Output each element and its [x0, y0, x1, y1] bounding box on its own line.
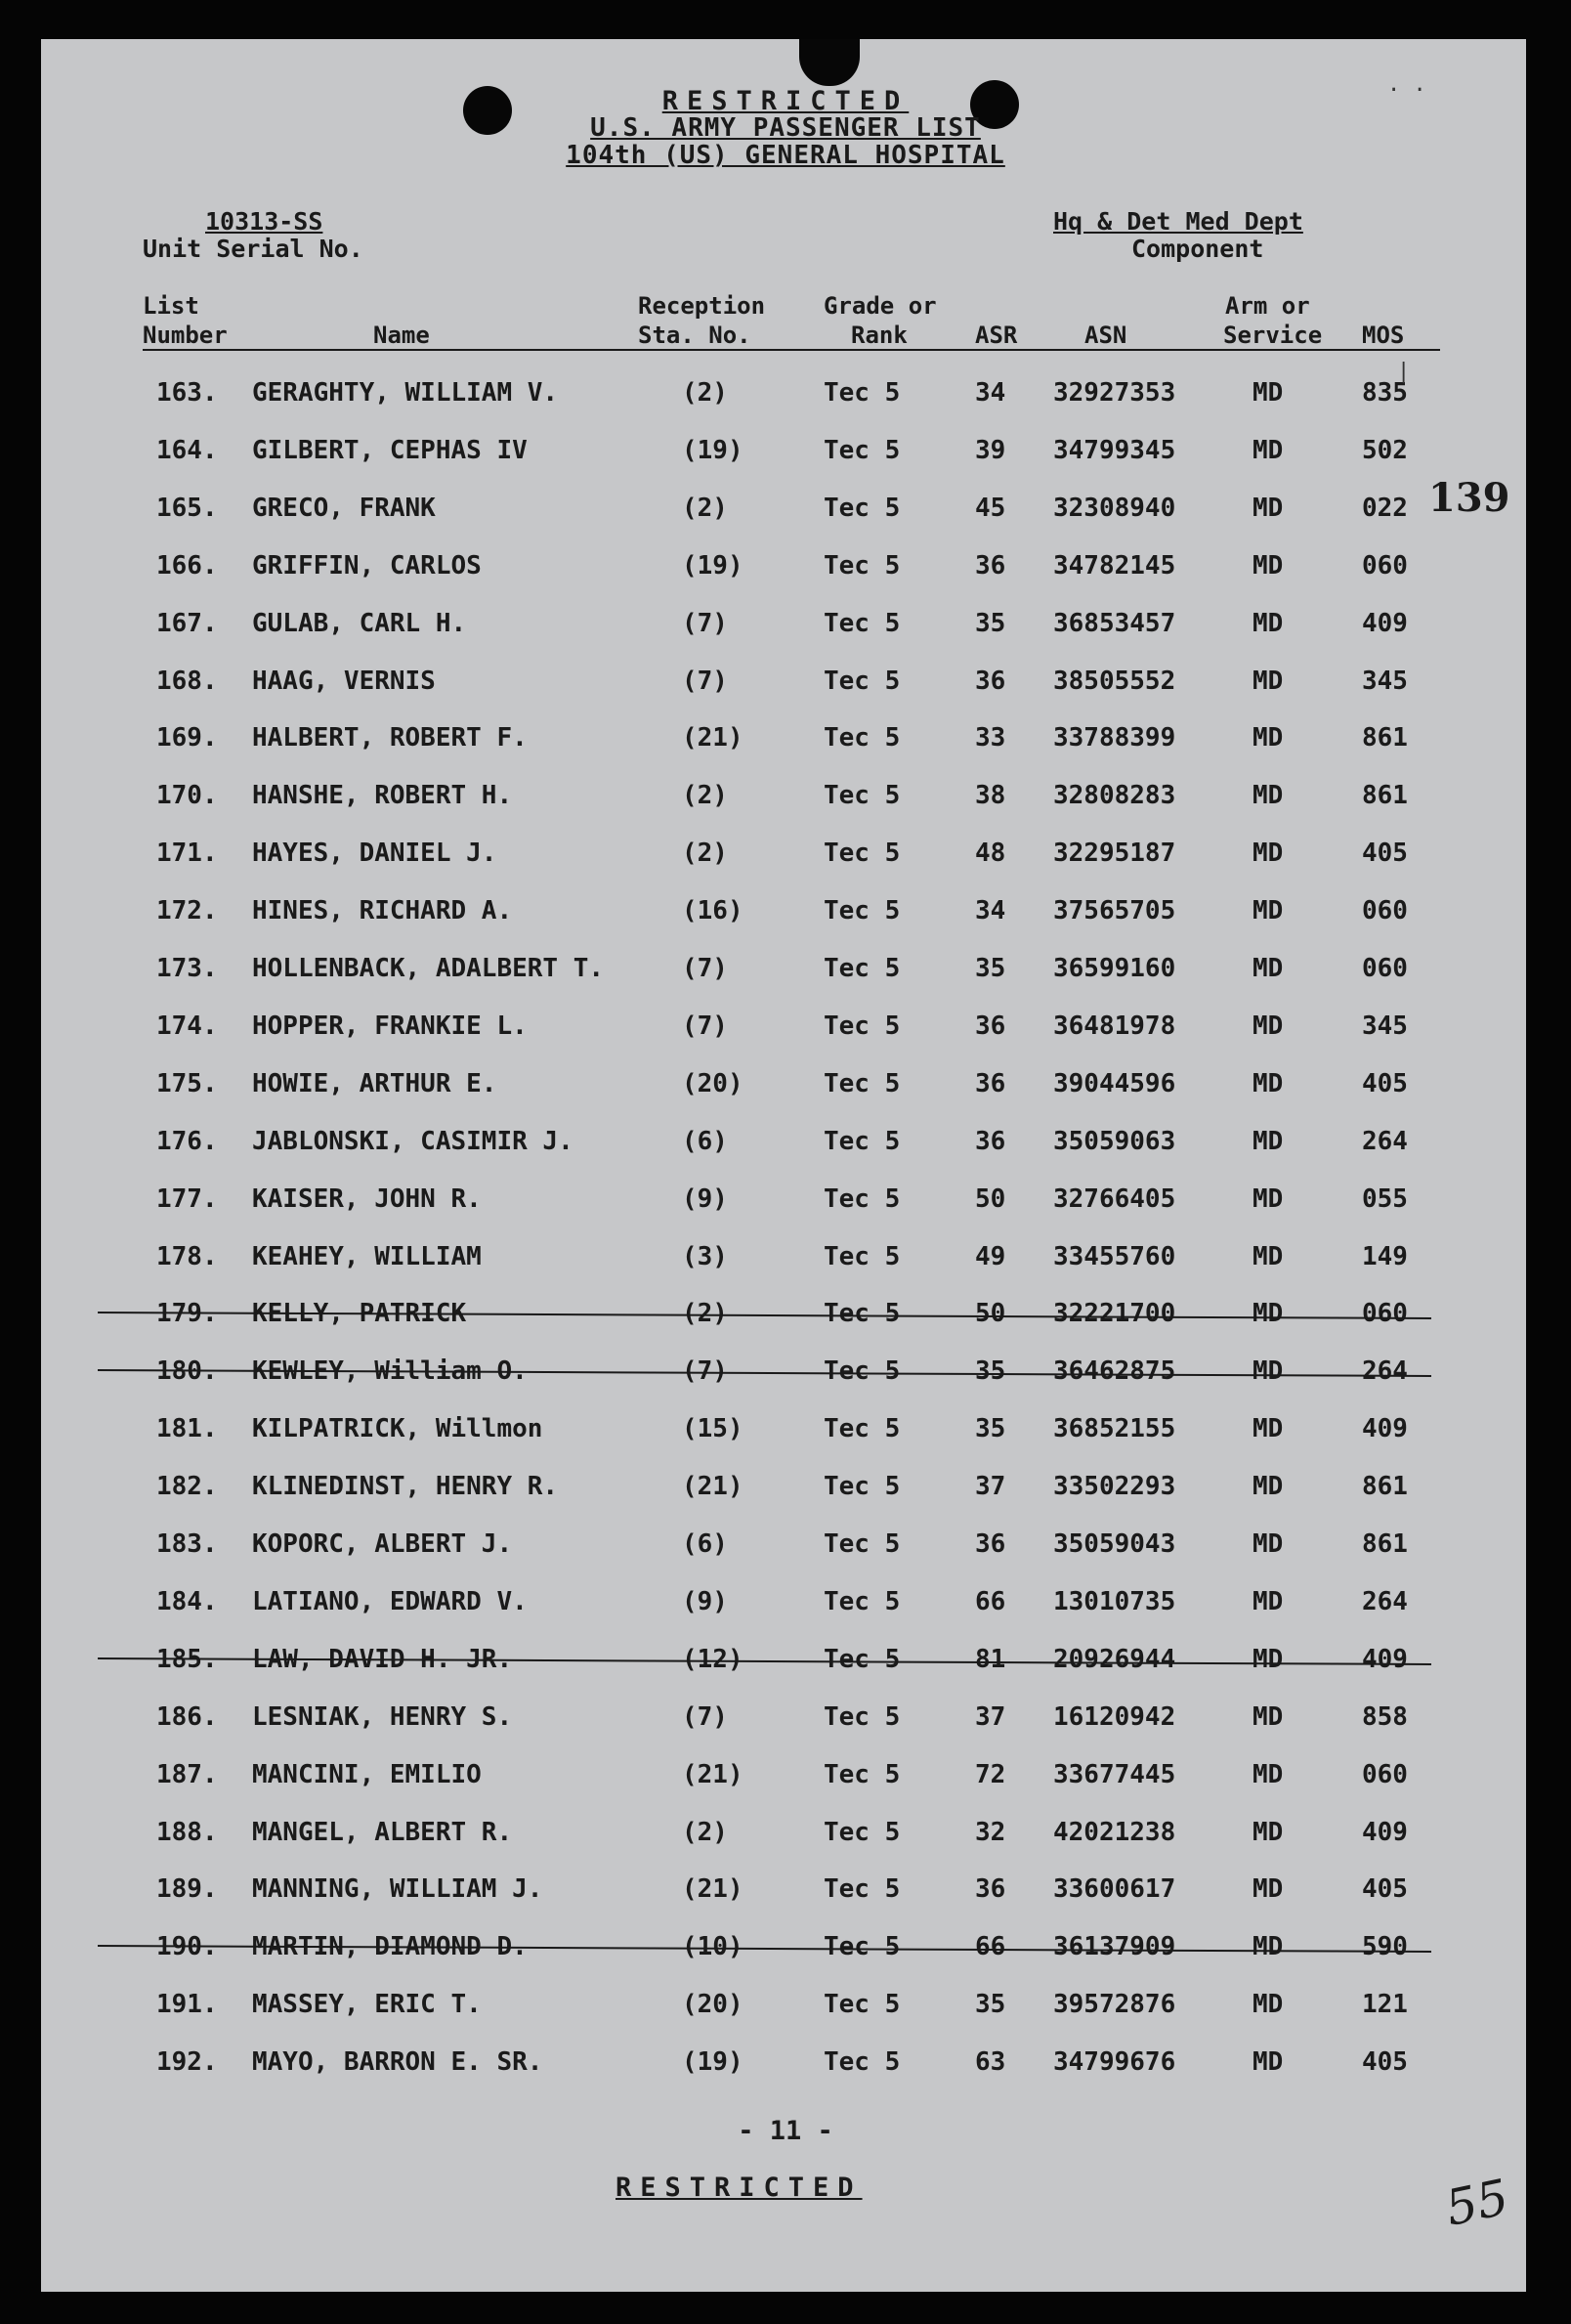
- cell-asr: 35: [975, 1990, 1006, 2019]
- table-row: [0, 781, 1571, 820]
- restricted-heading: RESTRICTED: [661, 86, 910, 116]
- cell-grade: Tec 5: [824, 1760, 901, 1789]
- cell-arm: MD: [1253, 1127, 1284, 1156]
- table-row: [0, 609, 1571, 648]
- cell-mos: 861: [1362, 1529, 1408, 1559]
- cell-arm: MD: [1253, 723, 1284, 753]
- cell-mos: 055: [1362, 1184, 1408, 1214]
- cell-rec: (2): [682, 494, 728, 523]
- cell-rec: (7): [682, 1011, 728, 1041]
- cell-grade: Tec 5: [824, 1645, 901, 1674]
- cell-asr: 34: [975, 378, 1006, 408]
- cell-mos: 264: [1362, 1356, 1408, 1386]
- cell-mos: 264: [1362, 1587, 1408, 1616]
- cell-mos: 409: [1362, 1414, 1408, 1443]
- cell-name: HAYES, DANIEL J.: [252, 839, 497, 868]
- cell-asr: 36: [975, 1011, 1006, 1041]
- cell-arm: MD: [1253, 378, 1284, 408]
- cell-arm: MD: [1253, 1414, 1284, 1443]
- cell-name: MASSEY, ERIC T.: [252, 1990, 482, 2019]
- header-arm-service: Arm or Service: [1223, 292, 1323, 349]
- cell-asn: 34782145: [1053, 551, 1176, 581]
- cell-mos: 861: [1362, 781, 1408, 810]
- cell-name: KLINEDINST, HENRY R.: [252, 1472, 559, 1501]
- cell-arm: MD: [1253, 1011, 1284, 1041]
- table-row: [0, 896, 1571, 935]
- cell-arm: MD: [1253, 1529, 1284, 1559]
- cell-num: 167.: [156, 609, 218, 638]
- cell-mos: 149: [1362, 1242, 1408, 1271]
- cell-grade: Tec 5: [824, 723, 901, 753]
- cell-num: 166.: [156, 551, 218, 581]
- header-rule: [143, 349, 1440, 351]
- table-row: [0, 954, 1571, 993]
- stray-mark: |: [1397, 360, 1411, 384]
- cell-asr: 45: [975, 494, 1006, 523]
- cell-grade: Tec 5: [824, 1818, 901, 1847]
- cell-grade: Tec 5: [824, 954, 901, 983]
- cell-num: 173.: [156, 954, 218, 983]
- cell-rec: (2): [682, 781, 728, 810]
- cell-num: 168.: [156, 667, 218, 696]
- cell-num: 184.: [156, 1587, 218, 1616]
- cell-rec: (21): [682, 1472, 743, 1501]
- table-row: [0, 1818, 1571, 1857]
- table-row: [0, 1529, 1571, 1569]
- cell-name: MANGEL, ALBERT R.: [252, 1818, 513, 1847]
- header-list-number: List Number: [143, 292, 228, 349]
- cell-name: KEAHEY, WILLIAM: [252, 1242, 482, 1271]
- cell-grade: Tec 5: [824, 609, 901, 638]
- cell-asr: 34: [975, 896, 1006, 925]
- stray-mark: · ·: [1387, 78, 1426, 103]
- cell-num: 176.: [156, 1127, 218, 1156]
- cell-asr: 49: [975, 1242, 1006, 1271]
- cell-mos: 405: [1362, 1874, 1408, 1904]
- cell-asr: 66: [975, 1587, 1006, 1616]
- cell-asn: 35059063: [1053, 1127, 1176, 1156]
- table-row: [0, 2047, 1571, 2087]
- cell-num: 188.: [156, 1818, 218, 1847]
- table-row: [0, 1587, 1571, 1626]
- cell-grade: Tec 5: [824, 839, 901, 868]
- cell-asr: 36: [975, 667, 1006, 696]
- cell-asr: 37: [975, 1472, 1006, 1501]
- cell-grade: Tec 5: [824, 1990, 901, 2019]
- cell-rec: (19): [682, 551, 743, 581]
- cell-asn: 36853457: [1053, 609, 1176, 638]
- cell-mos: 022: [1362, 494, 1408, 523]
- cell-asr: 81: [975, 1645, 1006, 1674]
- cell-asn: 35059043: [1053, 1529, 1176, 1559]
- cell-asn: 36599160: [1053, 954, 1176, 983]
- cell-name: KILPATRICK, Willmon: [252, 1414, 543, 1443]
- cell-asn: 32221700: [1053, 1299, 1176, 1328]
- header-asn: ASN: [1084, 322, 1127, 349]
- cell-asr: 35: [975, 1356, 1006, 1386]
- cell-rec: (6): [682, 1127, 728, 1156]
- cell-name: LAW, DAVID H. JR.: [252, 1645, 513, 1674]
- cell-name: HOPPER, FRANKIE L.: [252, 1011, 528, 1041]
- page-number: - 11 -: [738, 2116, 833, 2146]
- cell-num: 170.: [156, 781, 218, 810]
- table-row: [0, 667, 1571, 706]
- cell-num: 179.: [156, 1299, 218, 1328]
- cell-num: 165.: [156, 494, 218, 523]
- cell-num: 169.: [156, 723, 218, 753]
- cell-arm: MD: [1253, 551, 1284, 581]
- cell-arm: MD: [1253, 1587, 1284, 1616]
- cell-name: GULAB, CARL H.: [252, 609, 467, 638]
- cell-rec: (2): [682, 839, 728, 868]
- cell-rec: (20): [682, 1990, 743, 2019]
- cell-arm: MD: [1253, 1760, 1284, 1789]
- cell-name: KEWLEY, William O.: [252, 1356, 528, 1386]
- table-row: [0, 1874, 1571, 1914]
- cell-num: 185.: [156, 1645, 218, 1674]
- cell-asr: 35: [975, 1414, 1006, 1443]
- cell-name: GILBERT, CEPHAS IV: [252, 436, 528, 465]
- cell-asn: 37565705: [1053, 896, 1176, 925]
- cell-grade: Tec 5: [824, 1011, 901, 1041]
- cell-grade: Tec 5: [824, 1874, 901, 1904]
- table-row: [0, 1932, 1571, 1971]
- header-asr: ASR: [975, 322, 1018, 349]
- cell-name: LESNIAK, HENRY S.: [252, 1702, 513, 1732]
- cell-asn: 36481978: [1053, 1011, 1176, 1041]
- cell-name: LATIANO, EDWARD V.: [252, 1587, 528, 1616]
- unit-serial-value: 10313-SS: [205, 207, 323, 236]
- cell-num: 178.: [156, 1242, 218, 1271]
- table-row: [0, 1299, 1571, 1338]
- cell-num: 186.: [156, 1702, 218, 1732]
- cell-mos: 835: [1362, 378, 1408, 408]
- cell-mos: 345: [1362, 667, 1408, 696]
- cell-arm: MD: [1253, 839, 1284, 868]
- cell-rec: (19): [682, 436, 743, 465]
- cell-rec: (12): [682, 1645, 743, 1674]
- cell-rec: (15): [682, 1414, 743, 1443]
- cell-mos: 121: [1362, 1990, 1408, 2019]
- cell-rec: (2): [682, 378, 728, 408]
- cell-arm: MD: [1253, 954, 1284, 983]
- cell-name: MAYO, BARRON E. SR.: [252, 2047, 543, 2077]
- cell-grade: Tec 5: [824, 551, 901, 581]
- restricted-footer: RESTRICTED: [616, 2173, 863, 2203]
- table-row: [0, 551, 1571, 590]
- cell-rec: (9): [682, 1184, 728, 1214]
- cell-mos: 060: [1362, 954, 1408, 983]
- cell-asr: 66: [975, 1932, 1006, 1961]
- cell-arm: MD: [1253, 1645, 1284, 1674]
- cell-asn: 32308940: [1053, 494, 1176, 523]
- cell-mos: 405: [1362, 839, 1408, 868]
- cell-asn: 36462875: [1053, 1356, 1176, 1386]
- cell-arm: MD: [1253, 1299, 1284, 1328]
- cell-grade: Tec 5: [824, 1702, 901, 1732]
- cell-name: KAISER, JOHN R.: [252, 1184, 482, 1214]
- cell-num: 190.: [156, 1932, 218, 1961]
- cell-arm: MD: [1253, 1356, 1284, 1386]
- cell-asr: 35: [975, 609, 1006, 638]
- table-row: [0, 1990, 1571, 2029]
- cell-mos: 502: [1362, 436, 1408, 465]
- cell-num: 189.: [156, 1874, 218, 1904]
- cell-grade: Tec 5: [824, 1069, 901, 1098]
- cell-name: GRIFFIN, CARLOS: [252, 551, 482, 581]
- cell-rec: (7): [682, 667, 728, 696]
- cell-grade: Tec 5: [824, 1529, 901, 1559]
- cell-rec: (6): [682, 1529, 728, 1559]
- cell-asn: 33502293: [1053, 1472, 1176, 1501]
- cell-grade: Tec 5: [824, 436, 901, 465]
- cell-arm: MD: [1253, 1818, 1284, 1847]
- cell-arm: MD: [1253, 1932, 1284, 1961]
- header-name: Name: [373, 322, 430, 349]
- cell-mos: 264: [1362, 1127, 1408, 1156]
- cell-mos: 409: [1362, 609, 1408, 638]
- cell-mos: 060: [1362, 896, 1408, 925]
- table-row: [0, 1645, 1571, 1684]
- cell-mos: 405: [1362, 1069, 1408, 1098]
- cell-asn: 32766405: [1053, 1184, 1176, 1214]
- cell-rec: (7): [682, 1356, 728, 1386]
- cell-arm: MD: [1253, 1069, 1284, 1098]
- table-row: [0, 1702, 1571, 1742]
- table-row: [0, 1184, 1571, 1224]
- cell-mos: 861: [1362, 1472, 1408, 1501]
- cell-name: KELLY, PATRICK: [252, 1299, 467, 1328]
- cell-asn: 20926944: [1053, 1645, 1176, 1674]
- table-row: [0, 1069, 1571, 1108]
- cell-num: 181.: [156, 1414, 218, 1443]
- cell-arm: MD: [1253, 1702, 1284, 1732]
- cell-asn: 39572876: [1053, 1990, 1176, 2019]
- cell-asr: 38: [975, 781, 1006, 810]
- cell-num: 191.: [156, 1990, 218, 2019]
- handwritten-number: 55: [1440, 2169, 1513, 2237]
- cell-rec: (19): [682, 2047, 743, 2077]
- cell-mos: 858: [1362, 1702, 1408, 1732]
- cell-rec: (9): [682, 1587, 728, 1616]
- cell-num: 163.: [156, 378, 218, 408]
- cell-grade: Tec 5: [824, 2047, 901, 2077]
- cell-name: MANCINI, EMILIO: [252, 1760, 482, 1789]
- cell-rec: (16): [682, 896, 743, 925]
- cell-mos: 405: [1362, 2047, 1408, 2077]
- cell-rec: (7): [682, 609, 728, 638]
- cell-asn: 34799676: [1053, 2047, 1176, 2077]
- cell-name: MARTIN, DIAMOND D.: [252, 1932, 528, 1961]
- cell-asr: 37: [975, 1702, 1006, 1732]
- cell-num: 175.: [156, 1069, 218, 1098]
- cell-num: 180.: [156, 1356, 218, 1386]
- cell-asn: 33788399: [1053, 723, 1176, 753]
- cell-asn: 33677445: [1053, 1760, 1176, 1789]
- table-row: [0, 1760, 1571, 1799]
- cell-name: HINES, RICHARD A.: [252, 896, 513, 925]
- cell-asr: 35: [975, 954, 1006, 983]
- cell-grade: Tec 5: [824, 1932, 901, 1961]
- cell-rec: (21): [682, 1874, 743, 1904]
- cell-arm: MD: [1253, 2047, 1284, 2077]
- table-row: [0, 839, 1571, 878]
- table-row: [0, 494, 1571, 533]
- cell-num: 164.: [156, 436, 218, 465]
- cell-rec: (10): [682, 1932, 743, 1961]
- cell-asr: 32: [975, 1818, 1006, 1847]
- cell-mos: 409: [1362, 1645, 1408, 1674]
- cell-arm: MD: [1253, 1874, 1284, 1904]
- component-value: Hq & Det Med Dept: [1053, 207, 1303, 236]
- cell-asr: 36: [975, 1874, 1006, 1904]
- cell-asn: 39044596: [1053, 1069, 1176, 1098]
- cell-asn: 36137909: [1053, 1932, 1176, 1961]
- cell-name: HANSHE, ROBERT H.: [252, 781, 513, 810]
- list-title: U.S. ARMY PASSENGER LIST: [590, 113, 981, 143]
- cell-grade: Tec 5: [824, 494, 901, 523]
- cell-asn: 34799345: [1053, 436, 1176, 465]
- cell-arm: MD: [1253, 781, 1284, 810]
- side-page-number: 139: [1428, 475, 1510, 521]
- cell-arm: MD: [1253, 667, 1284, 696]
- cell-grade: Tec 5: [824, 1414, 901, 1443]
- cell-num: 182.: [156, 1472, 218, 1501]
- cell-num: 183.: [156, 1529, 218, 1559]
- cell-rec: (7): [682, 954, 728, 983]
- cell-rec: (20): [682, 1069, 743, 1098]
- cell-grade: Tec 5: [824, 1242, 901, 1271]
- cell-arm: MD: [1253, 1242, 1284, 1271]
- cell-grade: Tec 5: [824, 1472, 901, 1501]
- table-row: [0, 1242, 1571, 1281]
- cell-mos: 060: [1362, 551, 1408, 581]
- cell-asr: 36: [975, 1127, 1006, 1156]
- cell-name: KOPORC, ALBERT J.: [252, 1529, 513, 1559]
- cell-asr: 72: [975, 1760, 1006, 1789]
- cell-rec: (3): [682, 1242, 728, 1271]
- cell-grade: Tec 5: [824, 1127, 901, 1156]
- table-row: [0, 1011, 1571, 1051]
- header-mos: MOS: [1362, 322, 1405, 349]
- cell-asr: 36: [975, 551, 1006, 581]
- cell-grade: Tec 5: [824, 1299, 901, 1328]
- cell-rec: (7): [682, 1702, 728, 1732]
- cell-arm: MD: [1253, 494, 1284, 523]
- cell-name: HAAG, VERNIS: [252, 667, 436, 696]
- cell-mos: 060: [1362, 1760, 1408, 1789]
- table-row: [0, 723, 1571, 762]
- cell-asn: 42021238: [1053, 1818, 1176, 1847]
- component-label: Component: [1131, 235, 1264, 263]
- cell-mos: 409: [1362, 1818, 1408, 1847]
- cell-asn: 32927353: [1053, 378, 1176, 408]
- cell-asr: 50: [975, 1184, 1006, 1214]
- cell-asr: 36: [975, 1069, 1006, 1098]
- cell-num: 187.: [156, 1760, 218, 1789]
- cell-rec: (21): [682, 723, 743, 753]
- cell-name: HOWIE, ARTHUR E.: [252, 1069, 497, 1098]
- cell-asr: 48: [975, 839, 1006, 868]
- cell-grade: Tec 5: [824, 1356, 901, 1386]
- cell-asn: 13010735: [1053, 1587, 1176, 1616]
- table-row: [0, 1472, 1571, 1511]
- cell-arm: MD: [1253, 1990, 1284, 2019]
- cell-num: 177.: [156, 1184, 218, 1214]
- unit-name: 104th (US) GENERAL HOSPITAL: [566, 141, 1005, 170]
- cell-asn: 36852155: [1053, 1414, 1176, 1443]
- cell-num: 174.: [156, 1011, 218, 1041]
- cell-num: 192.: [156, 2047, 218, 2077]
- cell-num: 171.: [156, 839, 218, 868]
- cell-asr: 33: [975, 723, 1006, 753]
- cell-asn: 16120942: [1053, 1702, 1176, 1732]
- cell-grade: Tec 5: [824, 896, 901, 925]
- cell-asn: 32808283: [1053, 781, 1176, 810]
- header-grade: Grade or Rank: [824, 292, 937, 349]
- cell-asn: 38505552: [1053, 667, 1176, 696]
- unit-serial-label: Unit Serial No.: [143, 235, 363, 263]
- cell-grade: Tec 5: [824, 781, 901, 810]
- cell-grade: Tec 5: [824, 667, 901, 696]
- cell-asn: 33455760: [1053, 1242, 1176, 1271]
- cell-asn: 32295187: [1053, 839, 1176, 868]
- cell-name: HOLLENBACK, ADALBERT T.: [252, 954, 605, 983]
- cell-name: JABLONSKI, CASIMIR J.: [252, 1127, 573, 1156]
- cell-rec: (2): [682, 1299, 728, 1328]
- table-row: [0, 1127, 1571, 1166]
- cell-name: HALBERT, ROBERT F.: [252, 723, 528, 753]
- cell-asr: 39: [975, 436, 1006, 465]
- cell-arm: MD: [1253, 1472, 1284, 1501]
- table-row: [0, 1414, 1571, 1453]
- cell-arm: MD: [1253, 609, 1284, 638]
- cell-asr: 63: [975, 2047, 1006, 2077]
- cell-mos: 861: [1362, 723, 1408, 753]
- cell-rec: (21): [682, 1760, 743, 1789]
- cell-grade: Tec 5: [824, 378, 901, 408]
- cell-arm: MD: [1253, 896, 1284, 925]
- cell-name: GRECO, FRANK: [252, 494, 436, 523]
- cell-name: MANNING, WILLIAM J.: [252, 1874, 543, 1904]
- cell-arm: MD: [1253, 436, 1284, 465]
- table-row: [0, 436, 1571, 475]
- cell-asn: 33600617: [1053, 1874, 1176, 1904]
- cell-asr: 36: [975, 1529, 1006, 1559]
- header-reception: Reception Sta. No.: [638, 292, 766, 349]
- cell-asr: 50: [975, 1299, 1006, 1328]
- cell-name: GERAGHTY, WILLIAM V.: [252, 378, 559, 408]
- cell-mos: 590: [1362, 1932, 1408, 1961]
- table-row: [0, 1356, 1571, 1396]
- table-row: [0, 378, 1571, 417]
- cell-grade: Tec 5: [824, 1587, 901, 1616]
- cell-mos: 060: [1362, 1299, 1408, 1328]
- cell-mos: 345: [1362, 1011, 1408, 1041]
- cell-rec: (2): [682, 1818, 728, 1847]
- cell-grade: Tec 5: [824, 1184, 901, 1214]
- cell-arm: MD: [1253, 1184, 1284, 1214]
- cell-num: 172.: [156, 896, 218, 925]
